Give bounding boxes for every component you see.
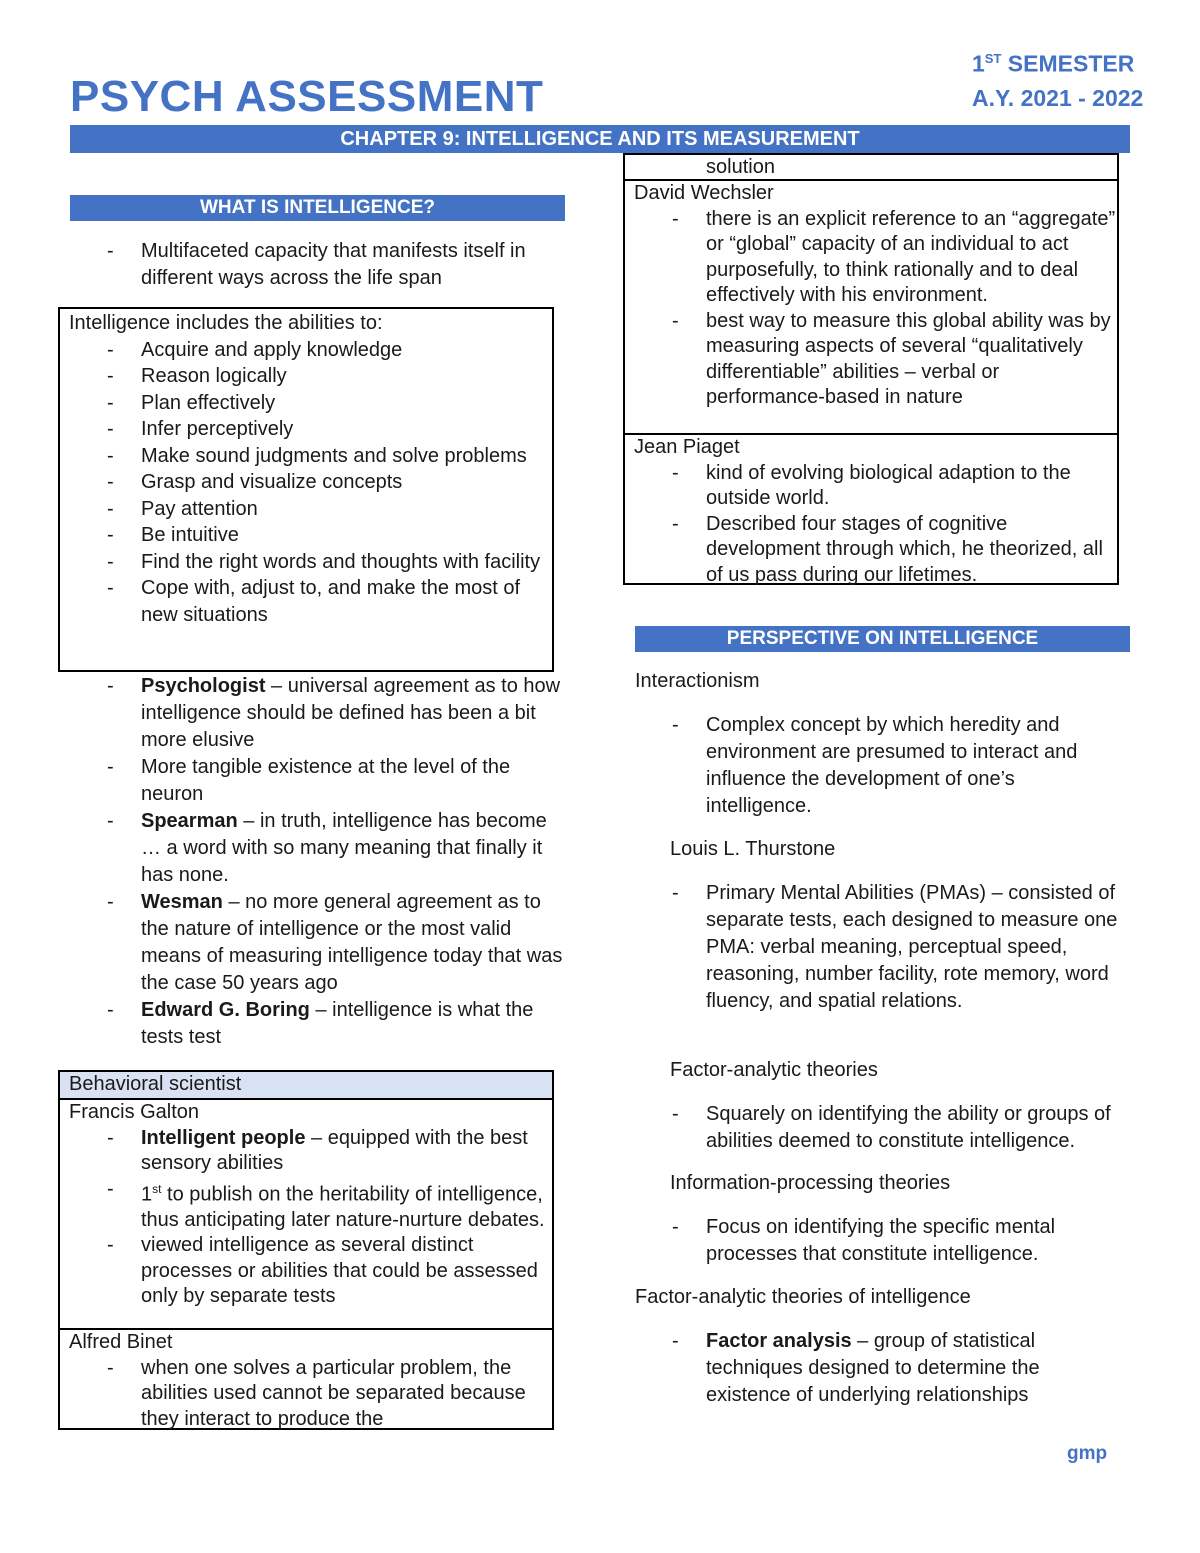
table-row-piaget	[625, 435, 1117, 588]
factor-analytic-list	[635, 1101, 1135, 1155]
page-title: PSYCH ASSESSMENT	[70, 72, 544, 121]
wechsler-list	[635, 207, 1117, 411]
semester-info	[972, 42, 1143, 115]
list-item: - Focus on identifying the specific mental processes that constitute intelligence.	[635, 1214, 1125, 1268]
abilities-heading: Intelligence includes the abilities to:	[69, 312, 383, 334]
list-item: - Psychologist – universal agreement as to how intelligence should be defined has been a bit more elusive	[70, 673, 570, 754]
abilities-box	[58, 307, 554, 672]
list-item: - Wesman – no more general agreement as to the nature of intelligence or the most valid means of measuring intelligence today that was the case 50 years ago	[70, 889, 570, 997]
list-item: - when one solves a particular problem, the abilities used cannot be separated because they interact to produce the	[70, 1356, 552, 1433]
thurstone-heading: Louis L. Thurstone	[670, 838, 836, 860]
galton-list	[70, 1126, 552, 1310]
list-item: - best way to measure this global ability was by measuring aspects of several “qualitatively differentiable” abilities – verbal or performance-based in nature	[635, 309, 1117, 411]
interactionism-heading: Interactionism	[635, 670, 760, 692]
factor-analytic-heading: Factor-analytic theories	[670, 1059, 878, 1081]
list-item: - Find the right words and thoughts with facility	[70, 549, 552, 576]
list-item: - Edward G. Boring – intelligence is what the tests test	[70, 997, 570, 1051]
list-item: - Infer perceptively	[70, 416, 552, 443]
list-item: - Make sound judgments and solve problems	[70, 443, 552, 470]
semester-label: 1ST SEMESTER	[972, 50, 1135, 77]
scientist-name: Alfred Binet	[69, 1331, 173, 1353]
list-item: - Be intuitive	[70, 522, 552, 549]
abilities-list	[70, 337, 552, 629]
continuation-cell: solution	[625, 155, 1117, 181]
table-header: Behavioral scientist	[60, 1072, 552, 1100]
behavioral-scientist-table-continued	[623, 153, 1119, 585]
list-item: - Acquire and apply knowledge	[70, 337, 552, 364]
scientist-name: Jean Piaget	[634, 436, 740, 458]
chapter-banner: CHAPTER 9: INTELLIGENCE AND ITS MEASUREMENT	[70, 125, 1130, 153]
views-list	[70, 673, 570, 1051]
info-processing-list	[635, 1214, 1125, 1268]
list-item: - Primary Mental Abilities (PMAs) – consisted of separate tests, each designed to measure one PMA: verbal meaning, perceptual speed, reasoning, number facility, rote memory, word fluency, and spatial relations.	[635, 880, 1125, 1015]
list-item: - Spearman – in truth, intelligence has become … a word with so many meaning that finally it has none.	[70, 808, 570, 889]
list-item: - Squarely on identifying the ability or groups of abilities deemed to constitute intelligence.	[635, 1101, 1135, 1155]
section-what-is-intelligence: WHAT IS INTELLIGENCE?	[70, 195, 565, 221]
scientist-name: David Wechsler	[634, 182, 774, 204]
list-item: - Grasp and visualize concepts	[70, 469, 552, 496]
behavioral-scientist-table	[58, 1070, 554, 1430]
list-item: - kind of evolving biological adaption to the outside world.	[635, 461, 1117, 512]
table-row-binet	[60, 1330, 552, 1432]
list-item: - Complex concept by which heredity and environment are presumed to interact and influence the development of one’s intelligence.	[635, 712, 1125, 820]
list-item: - Multifaceted capacity that manifests itself in different ways across the life span	[70, 238, 565, 292]
list-item: - Pay attention	[70, 496, 552, 523]
list-item: - Intelligent people – equipped with the best sensory abilities	[70, 1126, 552, 1177]
binet-list	[70, 1356, 552, 1433]
list-item: - Plan effectively	[70, 390, 552, 417]
piaget-list	[635, 461, 1117, 589]
thurstone-list	[635, 880, 1125, 1015]
list-item: - 1st to publish on the heritability of intelligence, thus anticipating later nature-nurture debates.	[70, 1177, 552, 1234]
factor-intelligence-heading: Factor-analytic theories of intelligence	[635, 1286, 971, 1308]
section-perspective-on-intelligence: PERSPECTIVE ON INTELLIGENCE	[635, 626, 1130, 652]
list-item: - viewed intelligence as several distinct processes or abilities that could be assessed only by separate tests	[70, 1233, 552, 1310]
factor-intelligence-list	[635, 1328, 1125, 1409]
table-row-wechsler	[625, 181, 1117, 435]
scientist-name: Francis Galton	[69, 1101, 200, 1123]
author-initials: gmp	[1067, 1443, 1108, 1464]
list-item: - Cope with, adjust to, and make the most of new situations	[70, 575, 552, 628]
academic-year: A.Y. 2021 - 2022	[972, 84, 1144, 111]
list-item: - Described four stages of cognitive development through which, he theorized, all of us pass during our lifetimes.	[635, 512, 1117, 589]
info-processing-heading: Information-processing theories	[670, 1172, 951, 1194]
list-item: - Reason logically	[70, 363, 552, 390]
intro-list	[70, 238, 565, 292]
table-row-galton	[60, 1100, 552, 1330]
list-item: - More tangible existence at the level of the neuron	[70, 754, 570, 808]
list-item: - there is an explicit reference to an “aggregate” or “global” capacity of an individual to act purposefully, to think rationally and to deal effectively with his environment.	[635, 207, 1117, 309]
interactionism-list	[635, 712, 1125, 820]
list-item: - Factor analysis – group of statistical techniques designed to determine the existence of underlying relationships	[635, 1328, 1125, 1409]
